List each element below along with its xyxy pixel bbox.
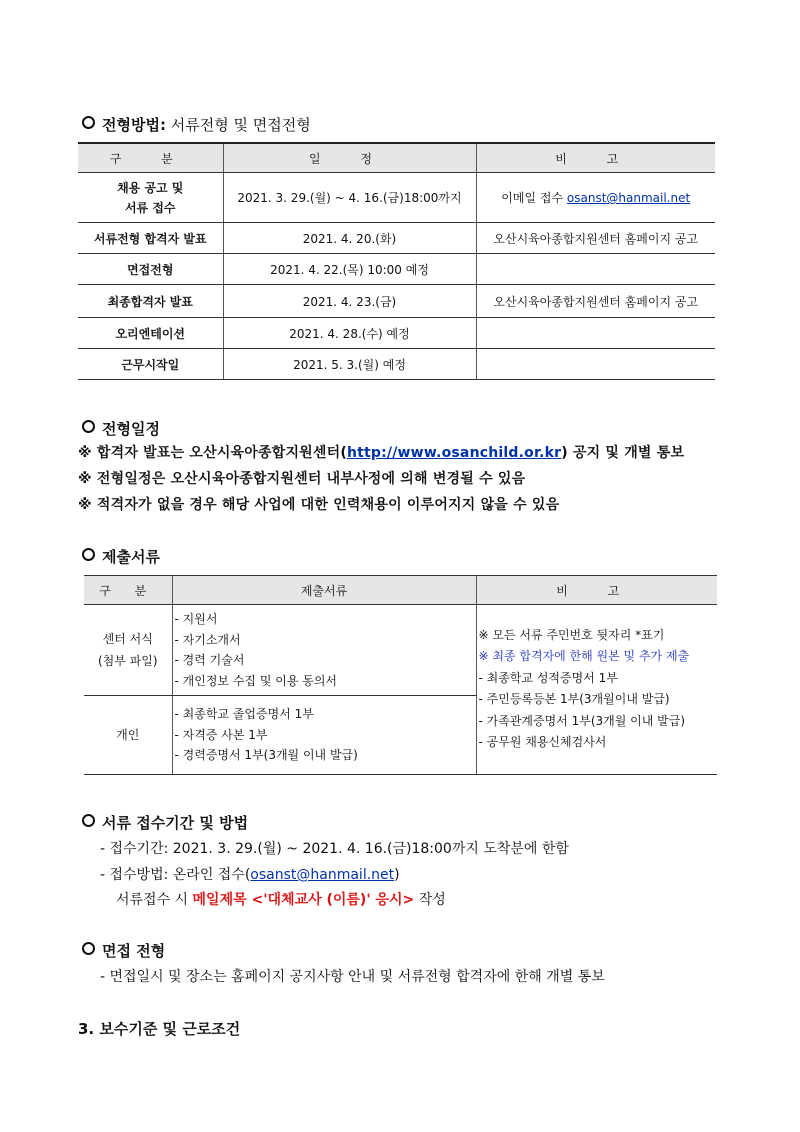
table-row	[78, 318, 715, 349]
table-row	[78, 223, 715, 254]
table-row	[78, 173, 715, 223]
circle-bullet-icon	[82, 548, 95, 561]
table-row	[78, 349, 715, 380]
section-submission-title: 서류 접수기간 및 방법	[82, 812, 248, 833]
table-row	[78, 254, 715, 285]
row-note: 오산시육아종합지원센터 홈페이지 공고	[476, 223, 715, 254]
section-schedule-title: 전형일정	[82, 418, 160, 439]
table-header-row	[84, 576, 717, 605]
row-label: 최종합격자 발표	[78, 285, 223, 318]
list-item: - 가족관계증명서 1부(3개월 이내 발급)	[478, 713, 686, 728]
row-label: 근무시작일	[78, 349, 223, 380]
row-note: 오산시육아종합지원센터 홈페이지 공고	[476, 285, 715, 318]
submission-subject: 서류접수 시 메일제목 <'대체교사 (이름)' 응시> 작성	[116, 892, 446, 908]
website-link[interactable]: http://www.osanchild.or.kr	[346, 445, 562, 461]
schedule-note-3: ※ 적격자가 없을 경우 해당 사업에 대한 인력채용이 이루어지지 않을 수 있음	[78, 497, 560, 513]
header-category: 구 분	[78, 143, 223, 173]
header-category: 구 분	[84, 576, 172, 605]
row-label: 서류전형 합격자 발표	[78, 223, 223, 254]
row-schedule: 2021. 5. 3.(월) 예정	[223, 349, 476, 380]
mail-subject-highlight: 메일제목 <'대체교사 (이름)' 응시>	[192, 892, 415, 908]
row-label: 오리엔테이션	[78, 318, 223, 349]
list-item: - 공무원 채용신체검사서	[478, 735, 607, 750]
list-item: - 주민등록등본 1부(3개월이내 발급)	[478, 692, 670, 707]
list-item: - 최종학교 졸업증명서 1부	[174, 707, 314, 721]
row-label: 개인	[84, 696, 172, 775]
list-item: - 경력증명서 1부(3개월 이내 발급)	[174, 748, 358, 762]
row-schedule: 2021. 4. 28.(수) 예정	[223, 318, 476, 349]
submission-method: - 접수방법: 온라인 접수(osanst@hanmail.net)	[100, 867, 400, 883]
row-schedule: 2021. 4. 20.(화)	[223, 223, 476, 254]
row-label: 면접전형	[78, 254, 223, 285]
documents-table	[84, 575, 717, 775]
list-item: ※ 모든 서류 주민번호 뒷자리 *표기	[478, 627, 665, 642]
section-interview-title: 면접 전형	[82, 940, 165, 961]
documents-list	[172, 605, 476, 696]
table-row	[78, 285, 715, 318]
row-schedule: 2021. 3. 29.(월) ~ 4. 16.(금)18:00까지	[223, 173, 476, 223]
table-row	[84, 605, 717, 696]
row-note	[476, 318, 715, 349]
interview-text: - 면접일시 및 장소는 홈페이지 공지사항 안내 및 서류전형 합격자에 한해 개별 통보	[100, 969, 605, 985]
section-method-title: 전형방법: 서류전형 및 면접전형	[82, 114, 311, 135]
list-item: - 자기소개서	[174, 632, 241, 647]
list-item: - 자격증 사본 1부	[174, 727, 268, 742]
circle-bullet-icon	[82, 942, 95, 955]
schedule-note-2: ※ 전형일정은 오산시육아종합지원센터 내부사정에 의해 변경될 수 있음	[78, 471, 526, 487]
documents-list	[172, 696, 476, 775]
list-item: - 지원서	[174, 612, 218, 626]
row-schedule: 2021. 4. 22.(목) 10:00 예정	[223, 254, 476, 285]
row-note	[476, 349, 715, 380]
section-3-title: 3. 보수기준 및 근로조건	[78, 1020, 241, 1038]
remarks-list	[476, 605, 717, 775]
header-schedule: 일 정	[223, 143, 476, 173]
row-note: 이메일 접수 osanst@hanmail.net	[476, 173, 715, 223]
circle-bullet-icon	[82, 814, 95, 827]
row-note	[476, 254, 715, 285]
schedule-table	[78, 142, 715, 380]
schedule-note-1: ※ 합격자 발표는 오산시육아종합지원센터(http://www.osanchild.or.kr) 공지 및 개별 통보	[78, 445, 685, 461]
list-item: - 개인정보 수집 및 이용 동의서	[174, 673, 338, 688]
row-label: 센터 서식 (첨부 파일)	[84, 605, 172, 696]
section-documents-title: 제출서류	[82, 546, 160, 567]
row-schedule: 2021. 4. 23.(금)	[223, 285, 476, 318]
header-documents: 제출서류	[172, 576, 476, 605]
list-item: ※ 최종 합격자에 한해 원본 및 추가 제출	[478, 649, 690, 664]
list-item: - 최종학교 성적증명서 1부	[478, 670, 618, 685]
email-link[interactable]: osanst@hanmail.net	[250, 867, 395, 883]
submission-period: - 접수기간: 2021. 3. 29.(월) ~ 2021. 4. 16.(금)18:00까지 도착분에 한함	[100, 841, 569, 857]
list-item: - 경력 기술서	[174, 653, 245, 667]
header-remarks: 비 고	[476, 143, 715, 173]
row-label: 채용 공고 및 서류 접수	[78, 173, 223, 223]
circle-bullet-icon	[82, 116, 95, 129]
header-remarks: 비 고	[476, 576, 717, 605]
table-header-row	[78, 143, 715, 173]
circle-bullet-icon	[82, 420, 95, 433]
email-link[interactable]: osanst@hanmail.net	[566, 191, 691, 205]
